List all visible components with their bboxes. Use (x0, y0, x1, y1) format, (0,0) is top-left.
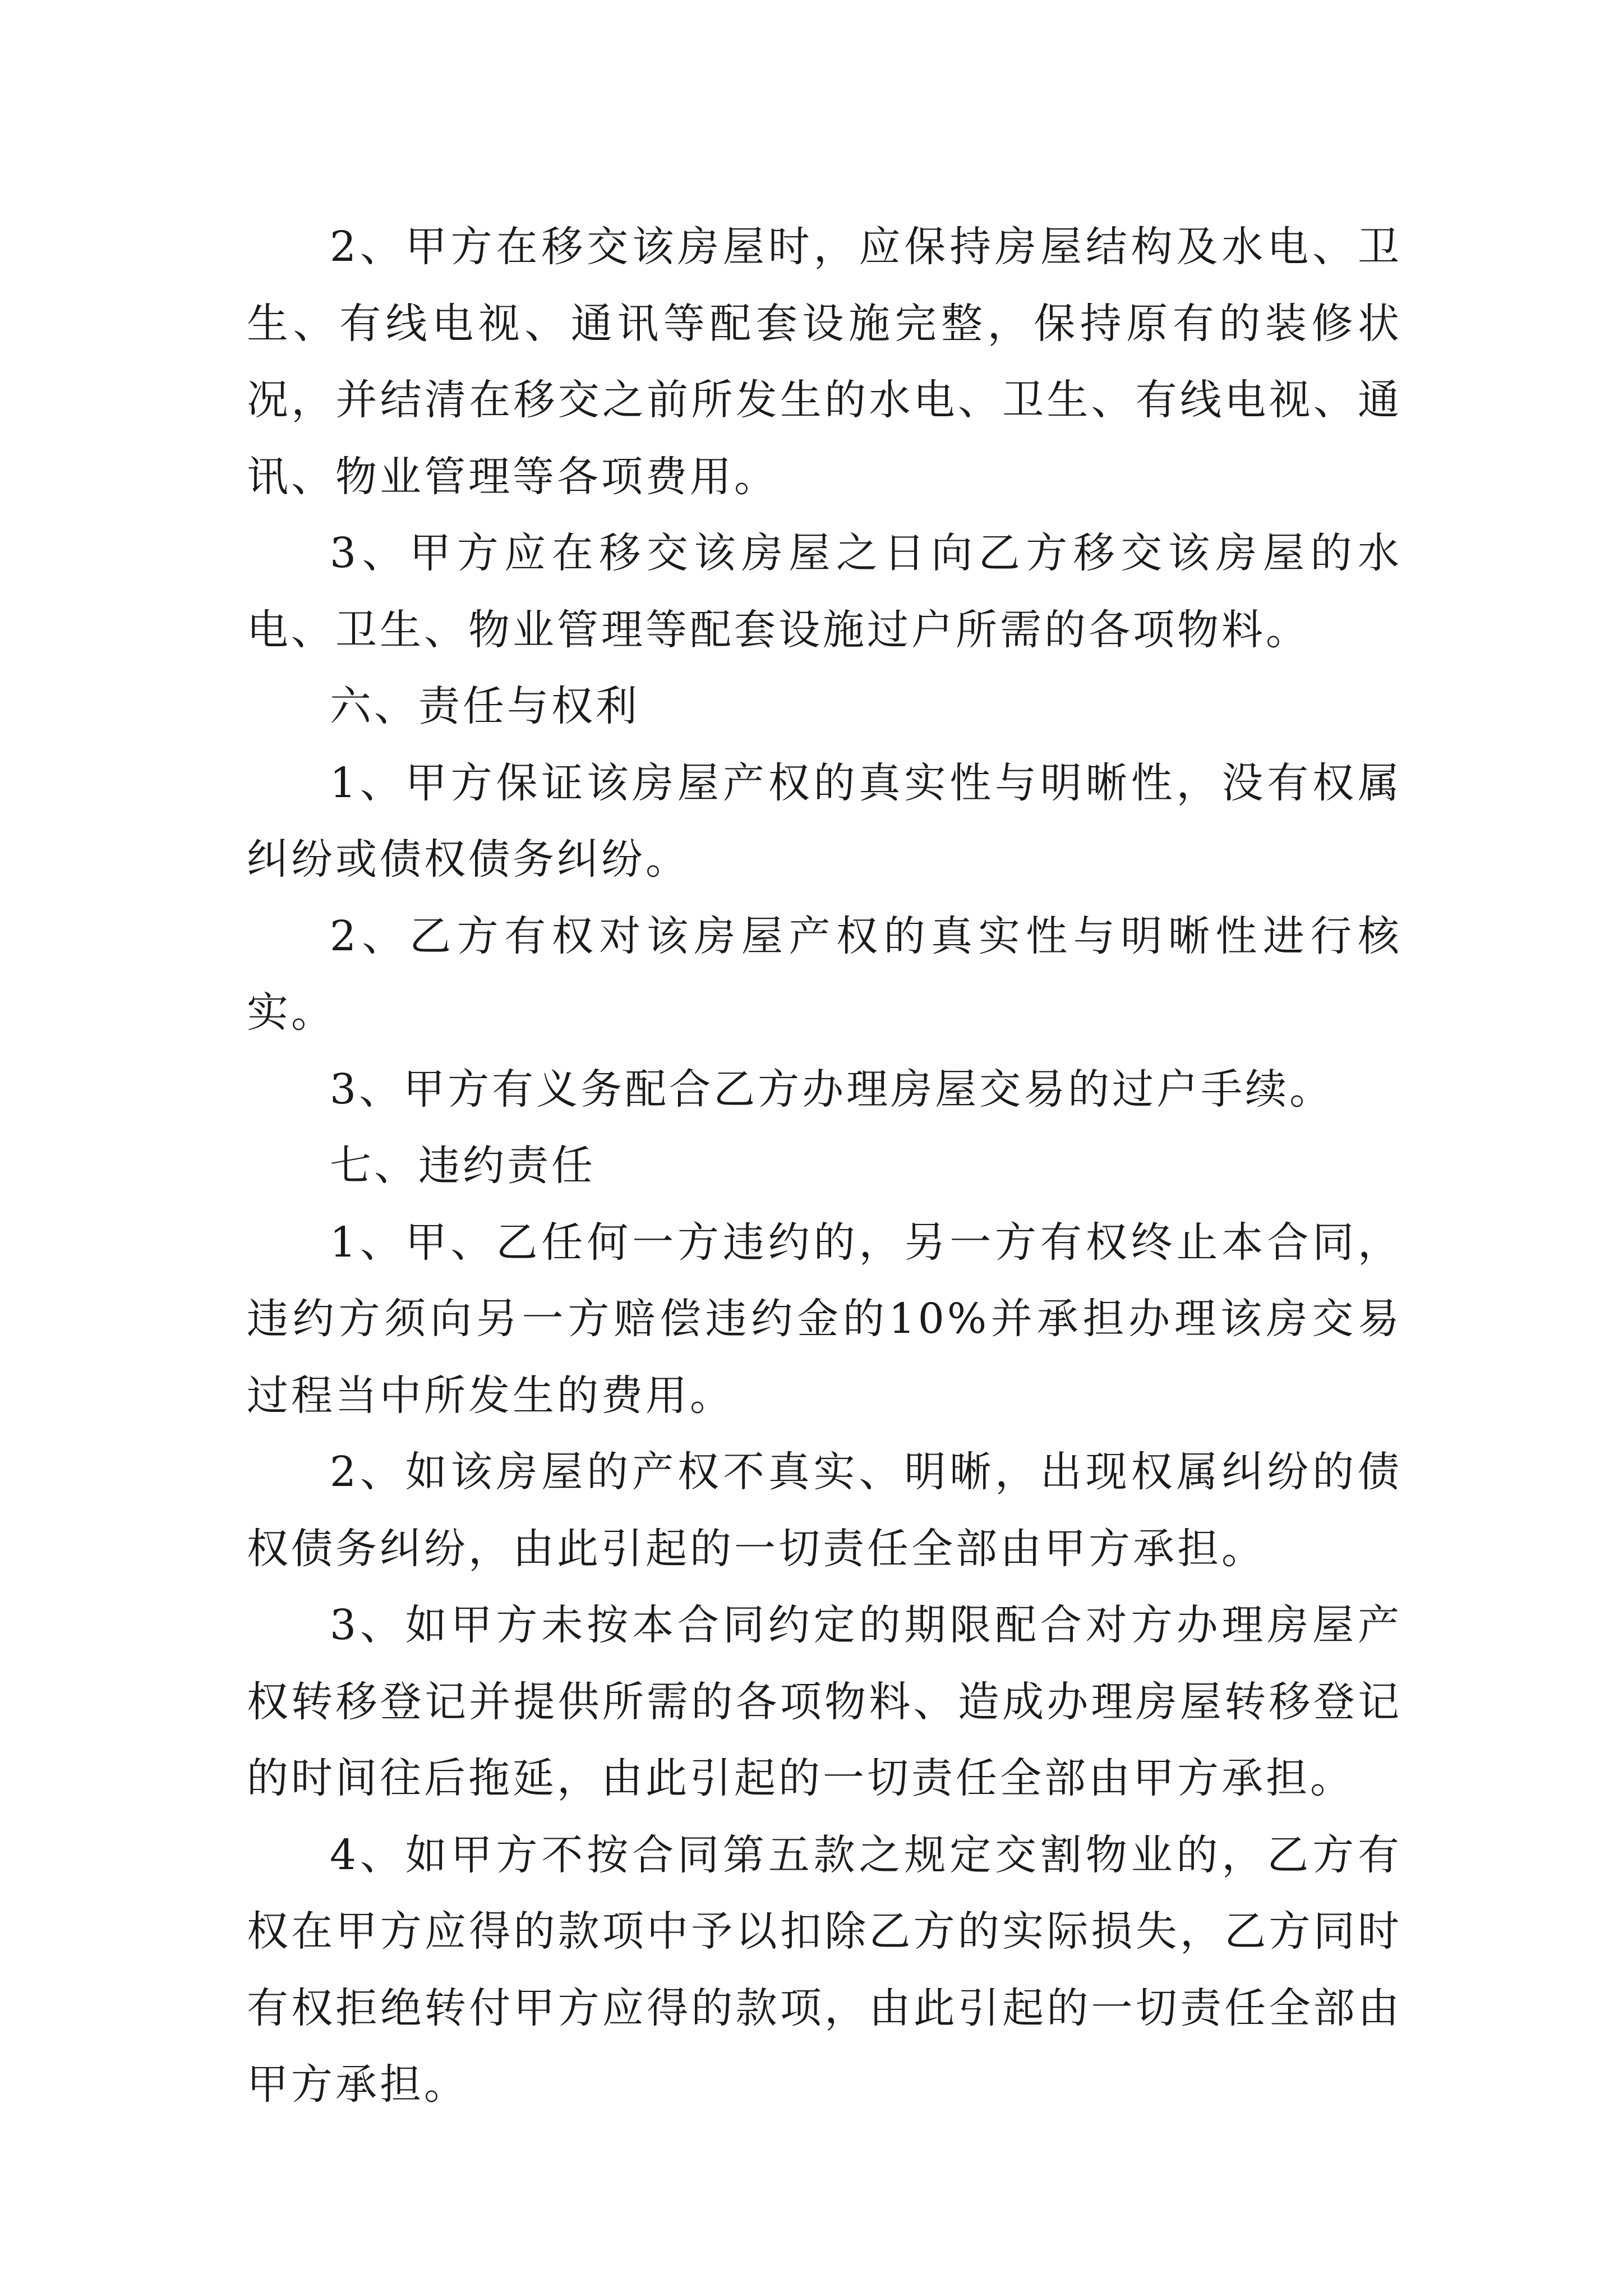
section-heading-6: 六、责任与权利 (330, 682, 640, 730)
clause-5-3: 3、甲方应在移交该房屋之日向乙方移交该房屋的水电、卫生、物业管理等配套设施过户所需的各项物料。 (247, 529, 1402, 654)
clause-7-4: 4、如甲方不按合同第五款之规定交割物业的，乙方有权在甲方应得的款项中予以扣除乙方的实际损失，乙方同时有权拒绝转付甲方应得的款项，由此引起的一切责任全部由甲方承担。 (247, 1830, 1402, 2109)
clause-6-2: 2、乙方有权对该房屋产权的真实性与明晰性进行核实。 (247, 912, 1402, 1037)
clause-7-2: 2、如该房屋的产权不真实、明晰，出现权属纠纷的债权债务纠纷，由此引起的一切责任全部由甲方承担。 (247, 1448, 1402, 1573)
document-body (247, 209, 1402, 2123)
clause-7-3: 3、如甲方未按本合同约定的期限配合对方办理房屋产权转移登记并提供所需的各项物料、造成办理房屋转移登记的时间往后拖延，由此引起的一切责任全部由甲方承担。 (247, 1601, 1402, 1802)
clause-6-1: 1、甲方保证该房屋产权的真实性与明晰性，没有权属纠纷或债权债务纠纷。 (247, 758, 1402, 884)
clause-7-1: 1、甲、乙任何一方违约的，另一方有权终止本合同，违约方须向另一方赔偿违约金的10%并承担办理该房交易过程当中所发生的费用。 (247, 1218, 1402, 1420)
section-heading-7: 七、违约责任 (330, 1142, 596, 1190)
clause-5-2: 2、甲方在移交该房屋时，应保持房屋结构及水电、卫生、有线电视、通讯等配套设施完整，保持原有的装修状况，并结清在移交之前所发生的水电、卫生、有线电视、通讯、物业管理等各项费用。 (247, 223, 1402, 501)
clause-6-3: 3、甲方有义务配合乙方办理房屋交易的过户手续。 (330, 1065, 1334, 1114)
